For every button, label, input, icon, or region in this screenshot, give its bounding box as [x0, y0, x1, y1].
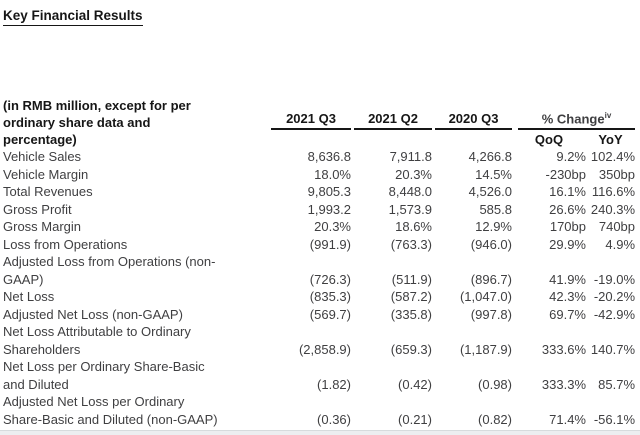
table-cell: 42.3% [549, 289, 586, 304]
subheader-spacer [271, 130, 512, 148]
table-cell: 69.7% [549, 306, 586, 322]
table-cell: 333.3% [541, 376, 586, 392]
table-cell: 140.7% [590, 341, 636, 357]
table-cell: 16.1% [549, 184, 586, 199]
column-header-label: 2021 Q2 [354, 111, 432, 130]
table-cell: 240.3% [590, 201, 636, 217]
unit-note-line: (in RMB million, except for per [3, 98, 191, 113]
table-cell: 740bp [598, 219, 636, 234]
row-label: Net Loss [3, 289, 55, 304]
column-header-yoy: YoY [598, 131, 623, 147]
table-cell: (0.98) [478, 376, 512, 392]
table-cell: 18.0% [314, 166, 351, 182]
table-cell: (726.3) [309, 271, 351, 287]
page-title: Key Financial Results [3, 8, 143, 26]
table-row [3, 166, 635, 184]
table-row [3, 288, 635, 306]
table-cell: 170bp [549, 219, 586, 234]
row-label: Net Loss Attributable to Ordinary Shareholders [3, 324, 191, 357]
column-header-2021-q3 [271, 56, 351, 130]
table-cell: 116.6% [591, 184, 636, 199]
table-cell: 20.3% [395, 166, 432, 182]
row-label: Net Loss per Ordinary Share-Basic and Diluted [3, 359, 205, 392]
table-cell: 102.4% [590, 149, 636, 164]
financial-results-table [3, 56, 635, 428]
table-cell: (0.82) [478, 411, 512, 427]
percent-change-text: % Change [541, 111, 605, 126]
table-row [3, 393, 635, 428]
table-cell: (511.9) [391, 271, 432, 287]
table-row [3, 253, 635, 288]
column-header-label: 2020 Q3 [435, 111, 512, 130]
table-cell: -230bp [545, 166, 586, 182]
column-header-2020-q3 [432, 56, 512, 130]
table-cell: -56.1% [593, 411, 636, 427]
table-cell: 8,636.8 [307, 149, 351, 164]
unit-note-line: ordinary share data and [3, 115, 151, 130]
table-cell: (587.2) [390, 289, 432, 304]
table-cell: 350bp [598, 166, 636, 182]
column-header-label [518, 108, 635, 130]
row-label: Adjusted Net Loss per Ordinary Share-Basic and Diluted (non-GAAP) [3, 394, 218, 427]
table-cell: 29.9% [549, 236, 586, 252]
footnote-marker: iv [604, 110, 612, 120]
table-cell: 9.2% [556, 149, 586, 164]
table-cell: -19.0% [593, 271, 636, 287]
table-cell: (991.9) [309, 236, 351, 252]
table-cell: 333.6% [541, 341, 586, 357]
row-label: Vehicle Margin [3, 166, 89, 182]
row-label: Vehicle Sales [3, 149, 82, 164]
column-header-2021-q2 [351, 56, 432, 130]
table-cell: (569.7) [309, 306, 351, 322]
table-cell: 20.3% [314, 219, 351, 234]
table-cell: 18.6% [395, 219, 432, 234]
column-header-label: 2021 Q3 [271, 111, 351, 130]
row-label: Gross Profit [3, 201, 72, 217]
row-label: Loss from Operations [3, 236, 128, 252]
table-cell: 7,911.8 [389, 149, 432, 164]
table-cell: (335.8) [390, 306, 432, 322]
table-row [3, 236, 635, 254]
table-cell: (763.3) [390, 236, 432, 252]
table-cell: (946.0) [470, 236, 512, 252]
table-cell: (997.8) [470, 306, 512, 322]
unit-note-line: percentage) [3, 132, 77, 147]
row-label: Adjusted Loss from Operations (non- GAAP) [3, 254, 216, 287]
table-cell: (0.21) [398, 411, 432, 427]
table-row [3, 323, 635, 358]
table-cell: 1,573.9 [388, 201, 432, 217]
table-cell: 9,805.3 [307, 184, 351, 199]
table-cell: 4,266.8 [468, 149, 512, 164]
row-label: Total Revenues [3, 184, 93, 199]
unit-note [3, 56, 271, 148]
row-label: Gross Margin [3, 219, 82, 234]
table-cell: (659.3) [390, 341, 432, 357]
table-cell: 585.8 [479, 201, 512, 217]
table-cell: (2,858.9) [298, 341, 351, 357]
table-cell: 4,526.0 [468, 184, 512, 199]
table-row [3, 218, 635, 236]
table-row [3, 306, 635, 324]
table-cell: 26.6% [549, 201, 586, 217]
table-cell: (896.7) [470, 271, 512, 287]
page-bottom-strip [0, 430, 640, 435]
table-cell: 85.7% [598, 376, 636, 392]
table-cell: (1,047.0) [459, 289, 512, 304]
table-row [3, 358, 635, 393]
table-cell: 41.9% [549, 271, 586, 287]
table-row [3, 183, 635, 201]
table-cell: 8,448.0 [388, 184, 432, 199]
column-header-qoq: QoQ [534, 131, 564, 147]
table-cell: 12.9% [475, 219, 512, 234]
table-header-row [3, 56, 635, 130]
table-body [3, 148, 635, 428]
table-cell: 4.9% [605, 236, 636, 252]
table-cell: (1,187.9) [459, 341, 512, 357]
table-cell: -42.9% [593, 306, 636, 322]
table-cell: -20.2% [593, 289, 636, 304]
table-row [3, 201, 635, 219]
table-cell: (0.36) [317, 411, 351, 427]
table-row [3, 148, 635, 166]
table-cell: (835.3) [309, 289, 351, 304]
table-cell: 14.5% [475, 166, 512, 182]
table-cell: (1.82) [317, 376, 351, 392]
table-cell: 1,993.2 [307, 201, 351, 217]
table-cell: 71.4% [549, 411, 586, 427]
row-label: Adjusted Net Loss (non-GAAP) [3, 306, 183, 322]
column-header-percent-change [512, 56, 635, 130]
table-cell: (0.42) [398, 376, 432, 392]
